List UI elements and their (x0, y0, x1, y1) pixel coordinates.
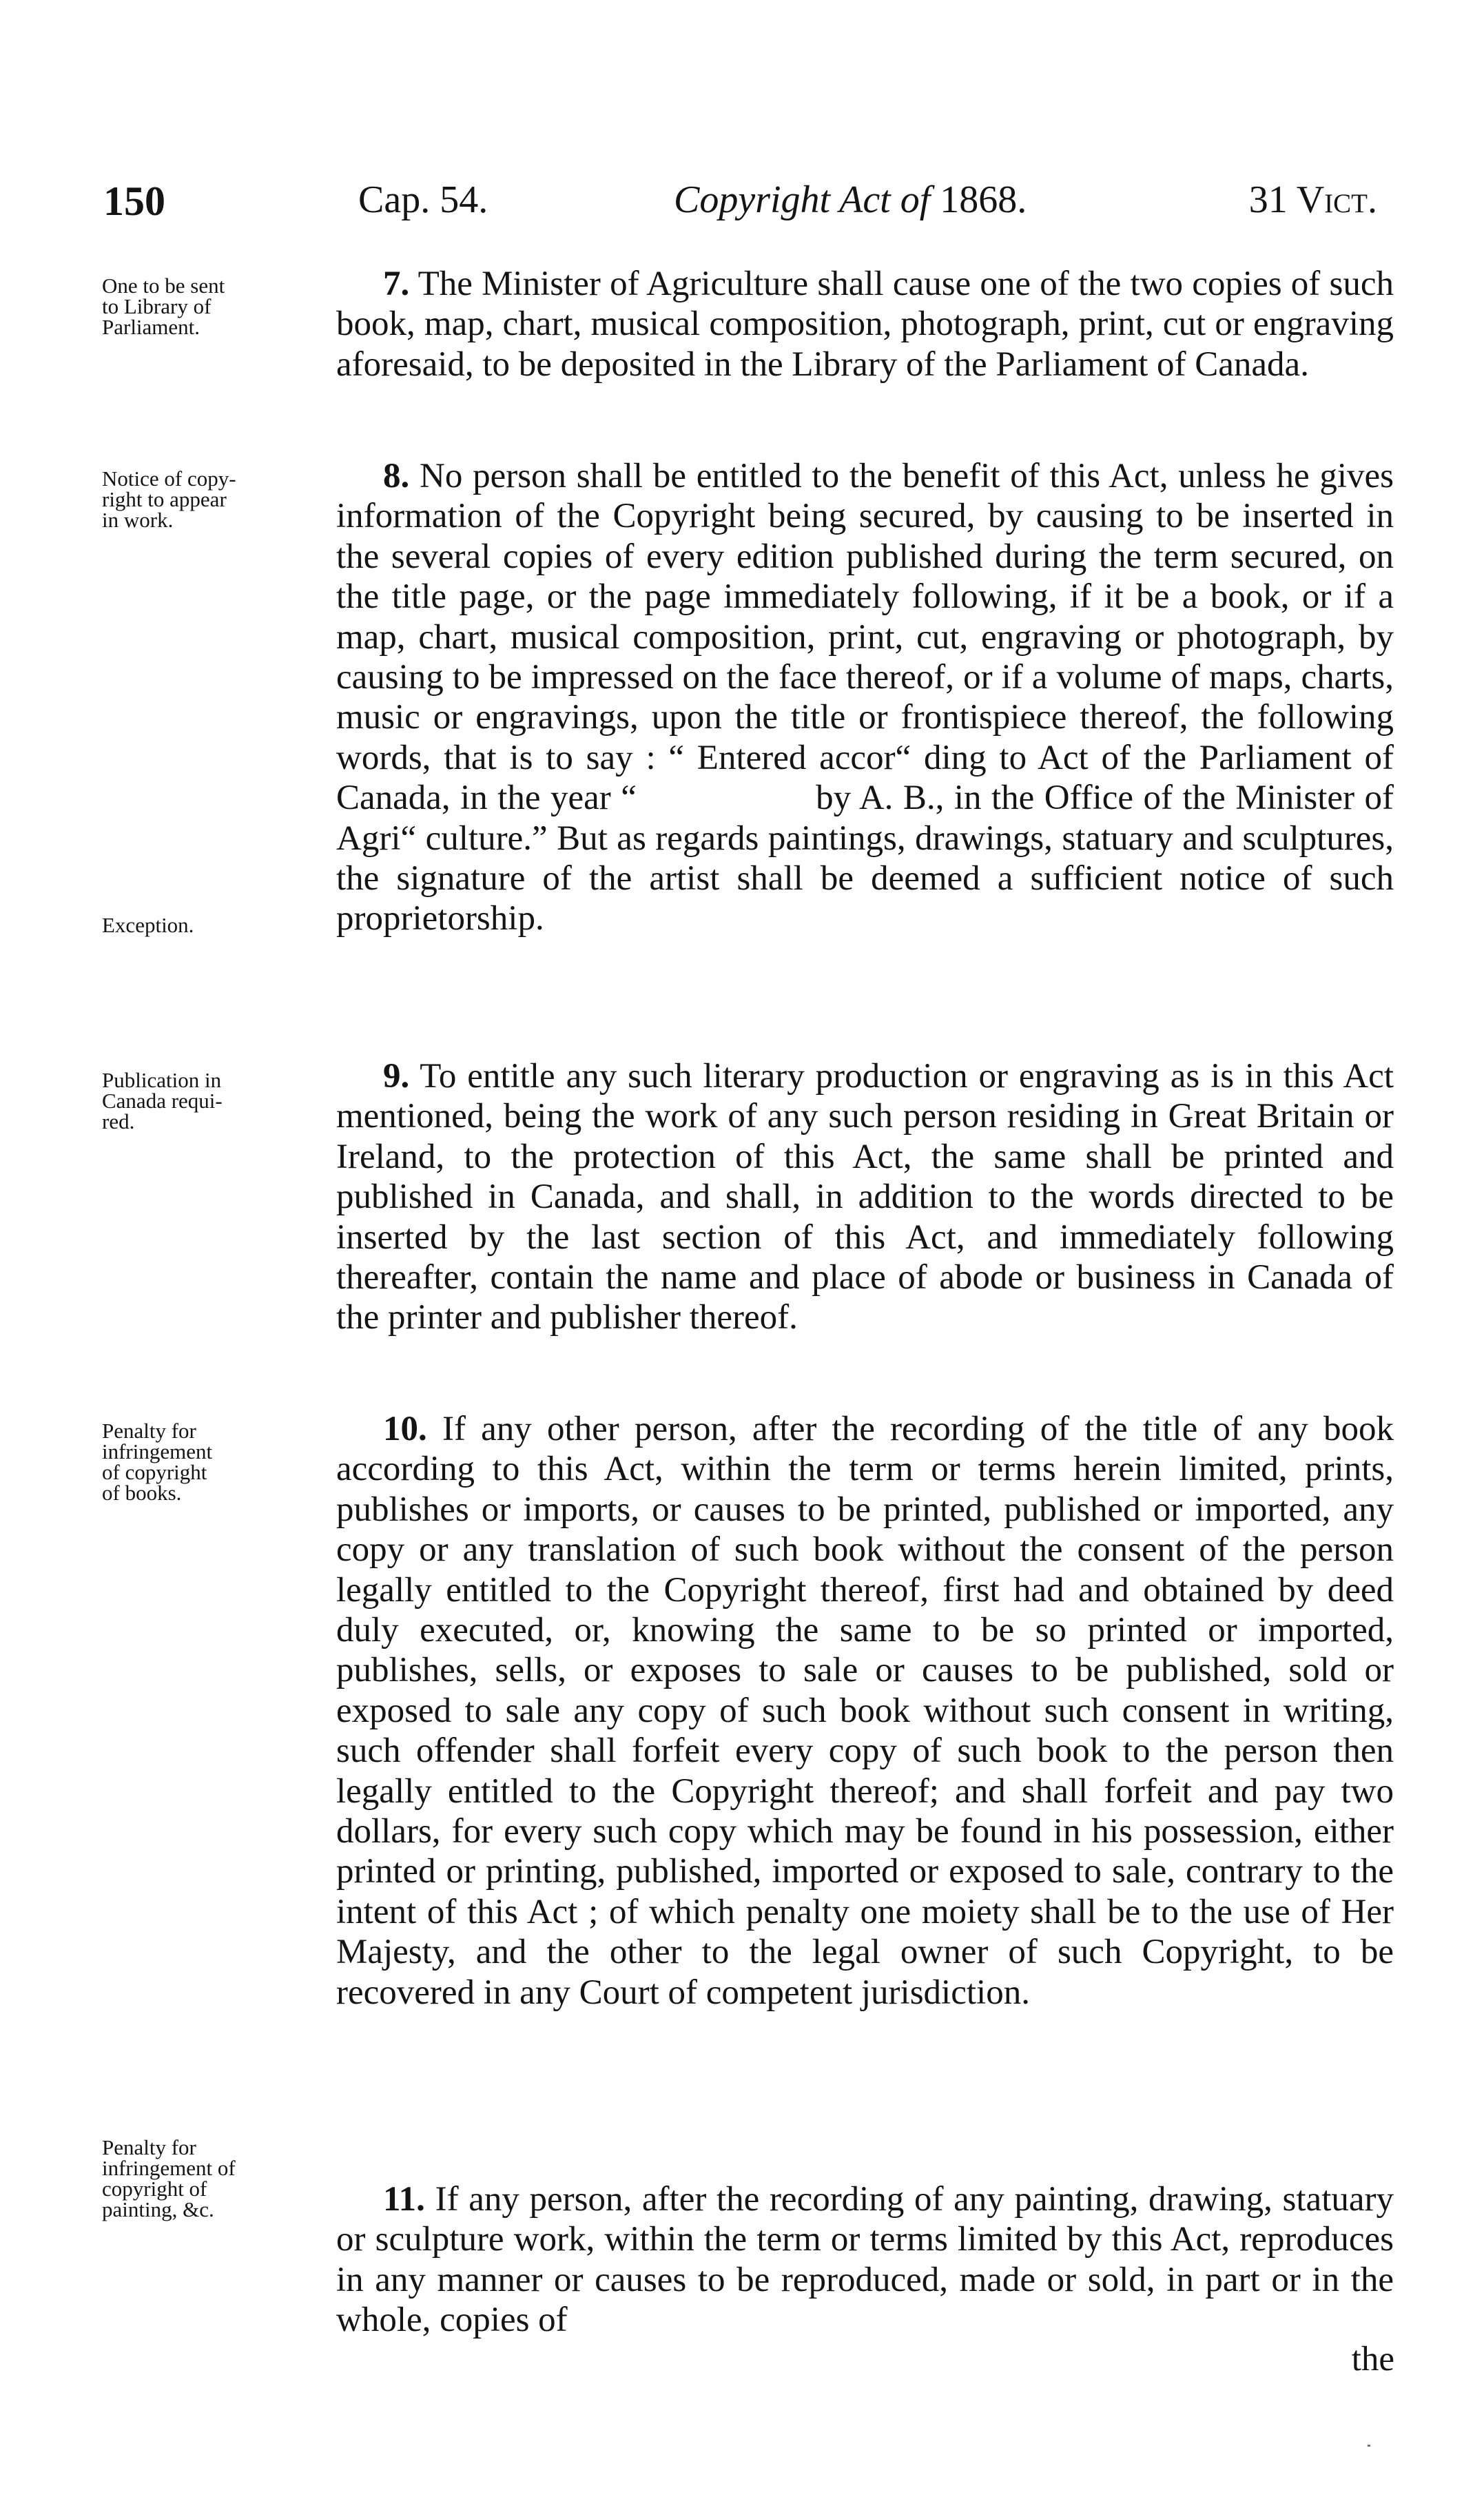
marginal-note-exception: Exception. (102, 913, 194, 937)
marginal-note-s8: Notice of copy- right to appear in work. (102, 466, 236, 532)
marginal-note-s11: Penalty for infringement of copyright of painting, &c. (102, 2135, 236, 2221)
running-title (674, 178, 1027, 221)
section-8 (336, 456, 1394, 939)
section-number: 11. (383, 2180, 425, 2219)
regnal-year: 31 Vict. (1248, 178, 1377, 221)
section-9 (336, 1056, 1394, 1338)
running-title-year: 1868. (940, 178, 1027, 221)
page-number: 150 (103, 178, 165, 224)
section-number: 10. (383, 1410, 427, 1448)
section-text: The Minister of Agriculture shall cause one of the two copies of such book, map, chart, musical composition, photograph, print, cut or engraving aforesaid, to be deposited in the Library of the Parliament of Canada. (336, 265, 1394, 384)
section-text: If any person, after the recording of any painting, drawing, statuary or sculpture work, within the term or terms limited by this Act, reproduces in any manner or causes to be reproduced, made or sold, in part or in the whole, copies of (336, 2180, 1394, 2340)
section-11 (336, 2179, 1394, 2341)
section-10 (336, 1409, 1394, 2013)
running-title-text: Copyright Act of (674, 178, 931, 221)
section-11-paragraph (336, 2179, 1394, 2341)
section-text: To entitle any such literary production or engraving as is in this Act mentioned, being the work of any such person residing in Great Britain or Ireland, to the protection of this Act, the same shall be printed and published in Canada, and shall, in addition to the words directed to be inserted by the last section of this Act, and immediately following thereafter, contain the name and place of abode or business in Canada of the printer and publisher thereof. (336, 1057, 1394, 1337)
section-number: 7. (383, 265, 410, 303)
section-9-paragraph (336, 1056, 1394, 1338)
paper-speck (1368, 2445, 1370, 2447)
marginal-note-s7: One to be sent to Library of Parliament. (102, 274, 225, 339)
section-7-paragraph (336, 264, 1394, 384)
section-8-paragraph (336, 456, 1394, 939)
marginal-note-s10: Penalty for infringement of copyright of books. (102, 1419, 213, 1505)
section-number: 8. (383, 457, 410, 495)
marginal-note-s9: Publication in Canada requi- red. (102, 1068, 223, 1133)
chapter-label: Cap. 54. (358, 178, 488, 221)
section-number: 9. (383, 1057, 410, 1096)
section-text: If any other person, after the recording of the title of any book according to this Act, within the term or terms herein limited, prints, publishes or imports, or causes to be printed, published or imported, any copy or any translation of such book without the consent of the person legally entitled to the Copyright thereof, first had and obtained by deed duly executed, or, knowing the same to be so printed or imported, publishes, sells, or exposes to sale or causes to be published, sold or exposed to sale any copy of such book without such consent in writing, such offender shall forfeit every copy of such book to the person then legally entitled to the Copyright thereof; and shall forfeit and pay two dollars, for every such copy which may be found in his possession, either printed or printing, published, imported or exposed to sale, contrary to the intent of this Act ; of which penalty one moiety shall be to the use of Her Majesty, and the other to the legal owner of such Copyright, to be recovered in any Court of competent jurisdiction. (336, 1410, 1394, 2012)
section-text: No person shall be entitled to the benefit of this Act, unless he gives information of the Copyright being secured, by causing to be inserted in the several copies of every edition published during the term secured, on the title page, or the page immediately following, if it be a book, or if a map, chart, musical composition, print, cut, engraving or photograph, by causing to be impressed on the face thereof, or if a volume of maps, charts, music or engravings, upon the title or frontispiece thereof, the following words, that is to say : “ Entered accor“ ding to Act of the Parliament of Canada, in the year “ by A. B., in the Office of the Minister of Agri“ culture.” But as regards paintings, drawings, statuary and sculptures, the signature of the artist shall be deemed a sufficient notice of such proprietorship. (336, 457, 1394, 938)
catchword: the (1351, 2340, 1394, 2378)
section-7 (336, 264, 1394, 384)
section-10-paragraph (336, 1409, 1394, 2013)
